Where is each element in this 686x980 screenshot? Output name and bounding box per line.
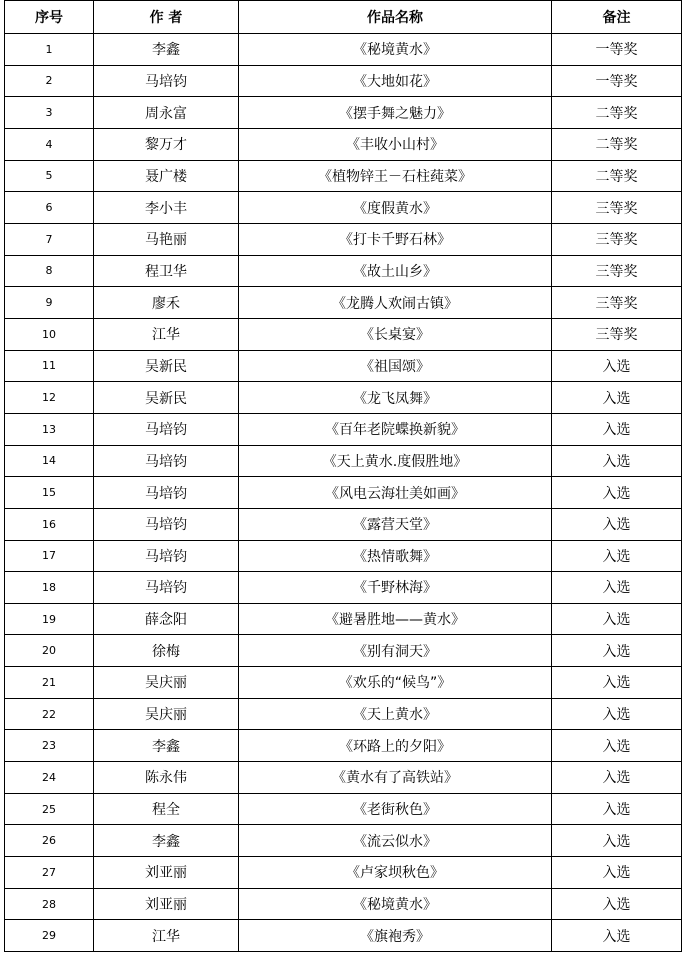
cell-title: 《度假黄水》: [239, 192, 552, 224]
cell-number: 24: [5, 762, 94, 794]
cell-number: 6: [5, 192, 94, 224]
cell-title: 《祖国颂》: [239, 350, 552, 382]
table-row: [5, 635, 682, 667]
cell-author: 吴庆丽: [94, 698, 239, 730]
table-row: [5, 857, 682, 889]
cell-note: 三等奖: [552, 255, 682, 287]
cell-number: 15: [5, 477, 94, 509]
cell-author: 刘亚丽: [94, 888, 239, 920]
cell-number: 11: [5, 350, 94, 382]
table-row: [5, 445, 682, 477]
cell-author: 马培钧: [94, 540, 239, 572]
cell-note: 入选: [552, 350, 682, 382]
cell-author: 马培钧: [94, 572, 239, 604]
cell-title: 《旗袍秀》: [239, 920, 552, 952]
cell-note: 二等奖: [552, 128, 682, 160]
cell-note: 入选: [552, 667, 682, 699]
cell-number: 13: [5, 413, 94, 445]
cell-author: 马培钧: [94, 477, 239, 509]
cell-number: 18: [5, 572, 94, 604]
cell-author: 马培钧: [94, 508, 239, 540]
table-row: [5, 34, 682, 66]
cell-title: 《长桌宴》: [239, 318, 552, 350]
table-row: [5, 413, 682, 445]
cell-title: 《风电云海壮美如画》: [239, 477, 552, 509]
cell-author: 李鑫: [94, 34, 239, 66]
table-row: [5, 382, 682, 414]
table-row: [5, 192, 682, 224]
cell-number: 25: [5, 793, 94, 825]
header-author: 作 者: [94, 1, 239, 34]
cell-author: 李鑫: [94, 730, 239, 762]
table-row: [5, 762, 682, 794]
cell-author: 马培钧: [94, 413, 239, 445]
cell-author: 马培钧: [94, 65, 239, 97]
award-list-table: [4, 0, 682, 952]
table-row: [5, 540, 682, 572]
cell-number: 12: [5, 382, 94, 414]
cell-note: 入选: [552, 920, 682, 952]
cell-note: 入选: [552, 413, 682, 445]
cell-note: 入选: [552, 730, 682, 762]
cell-note: 三等奖: [552, 318, 682, 350]
header-title: 作品名称: [239, 1, 552, 34]
table-row: [5, 508, 682, 540]
cell-title: 《龙腾人欢闹古镇》: [239, 287, 552, 319]
cell-number: 7: [5, 223, 94, 255]
cell-author: 徐梅: [94, 635, 239, 667]
cell-note: 入选: [552, 603, 682, 635]
cell-title: 《欢乐的“候鸟”》: [239, 667, 552, 699]
cell-title: 《老街秋色》: [239, 793, 552, 825]
cell-author: 马培钧: [94, 445, 239, 477]
cell-title: 《热情歌舞》: [239, 540, 552, 572]
table-row: [5, 255, 682, 287]
cell-title: 《秘境黄水》: [239, 888, 552, 920]
cell-number: 20: [5, 635, 94, 667]
cell-title: 《秘境黄水》: [239, 34, 552, 66]
cell-title: 《龙飞凤舞》: [239, 382, 552, 414]
cell-number: 26: [5, 825, 94, 857]
table-row: [5, 128, 682, 160]
table-row: [5, 667, 682, 699]
cell-title: 《卢家坝秋色》: [239, 857, 552, 889]
cell-author: 李鑫: [94, 825, 239, 857]
cell-note: 入选: [552, 508, 682, 540]
cell-number: 27: [5, 857, 94, 889]
table-row: [5, 888, 682, 920]
cell-note: 一等奖: [552, 65, 682, 97]
cell-note: 入选: [552, 382, 682, 414]
cell-author: 江华: [94, 318, 239, 350]
table-body: [5, 34, 682, 952]
cell-note: 入选: [552, 793, 682, 825]
cell-number: 3: [5, 97, 94, 129]
cell-author: 吴新民: [94, 350, 239, 382]
cell-author: 吴庆丽: [94, 667, 239, 699]
cell-author: 江华: [94, 920, 239, 952]
cell-title: 《摆手舞之魅力》: [239, 97, 552, 129]
table-row: [5, 603, 682, 635]
cell-number: 29: [5, 920, 94, 952]
cell-title: 《别有洞天》: [239, 635, 552, 667]
cell-number: 21: [5, 667, 94, 699]
cell-title: 《千野林海》: [239, 572, 552, 604]
cell-author: 陈永伟: [94, 762, 239, 794]
cell-author: 马艳丽: [94, 223, 239, 255]
cell-number: 8: [5, 255, 94, 287]
cell-number: 1: [5, 34, 94, 66]
cell-note: 一等奖: [552, 34, 682, 66]
table-row: [5, 572, 682, 604]
cell-title: 《植物锌王－石柱莼菜》: [239, 160, 552, 192]
cell-title: 《流云似水》: [239, 825, 552, 857]
cell-author: 薛念阳: [94, 603, 239, 635]
cell-note: 二等奖: [552, 97, 682, 129]
cell-author: 程卫华: [94, 255, 239, 287]
cell-author: 李小丰: [94, 192, 239, 224]
cell-number: 28: [5, 888, 94, 920]
cell-title: 《打卡千野石林》: [239, 223, 552, 255]
table-row: [5, 65, 682, 97]
cell-title: 《黄水有了高铁站》: [239, 762, 552, 794]
table-row: [5, 477, 682, 509]
cell-note: 入选: [552, 477, 682, 509]
cell-number: 9: [5, 287, 94, 319]
table-row: [5, 318, 682, 350]
table-row: [5, 793, 682, 825]
cell-note: 入选: [552, 762, 682, 794]
cell-author: 黎万才: [94, 128, 239, 160]
cell-note: 三等奖: [552, 192, 682, 224]
table-row: [5, 350, 682, 382]
table-row: [5, 160, 682, 192]
cell-note: 入选: [552, 698, 682, 730]
cell-author: 程全: [94, 793, 239, 825]
table-row: [5, 698, 682, 730]
cell-title: 《环路上的夕阳》: [239, 730, 552, 762]
cell-number: 14: [5, 445, 94, 477]
cell-title: 《天上黄水.度假胜地》: [239, 445, 552, 477]
cell-note: 入选: [552, 635, 682, 667]
cell-note: 三等奖: [552, 287, 682, 319]
cell-author: 刘亚丽: [94, 857, 239, 889]
cell-note: 入选: [552, 888, 682, 920]
cell-title: 《故土山乡》: [239, 255, 552, 287]
cell-author: 周永富: [94, 97, 239, 129]
table-row: [5, 730, 682, 762]
cell-author: 吴新民: [94, 382, 239, 414]
cell-title: 《避暑胜地——黄水》: [239, 603, 552, 635]
cell-note: 入选: [552, 445, 682, 477]
cell-title: 《露营天堂》: [239, 508, 552, 540]
cell-note: 三等奖: [552, 223, 682, 255]
cell-author: 廖禾: [94, 287, 239, 319]
cell-number: 2: [5, 65, 94, 97]
cell-number: 19: [5, 603, 94, 635]
cell-title: 《天上黄水》: [239, 698, 552, 730]
table-row: [5, 287, 682, 319]
table-row: [5, 223, 682, 255]
header-note: 备注: [552, 1, 682, 34]
cell-number: 17: [5, 540, 94, 572]
table-row: [5, 920, 682, 952]
table-row: [5, 825, 682, 857]
cell-number: 10: [5, 318, 94, 350]
cell-title: 《百年老院蝶换新貌》: [239, 413, 552, 445]
cell-number: 22: [5, 698, 94, 730]
cell-number: 23: [5, 730, 94, 762]
cell-number: 5: [5, 160, 94, 192]
cell-note: 入选: [552, 572, 682, 604]
cell-note: 二等奖: [552, 160, 682, 192]
header-number: 序号: [5, 1, 94, 34]
cell-title: 《丰收小山村》: [239, 128, 552, 160]
cell-note: 入选: [552, 540, 682, 572]
cell-number: 16: [5, 508, 94, 540]
cell-note: 入选: [552, 825, 682, 857]
table-header-row: [5, 1, 682, 34]
cell-title: 《大地如花》: [239, 65, 552, 97]
cell-number: 4: [5, 128, 94, 160]
cell-note: 入选: [552, 857, 682, 889]
table-row: [5, 97, 682, 129]
cell-author: 聂广楼: [94, 160, 239, 192]
